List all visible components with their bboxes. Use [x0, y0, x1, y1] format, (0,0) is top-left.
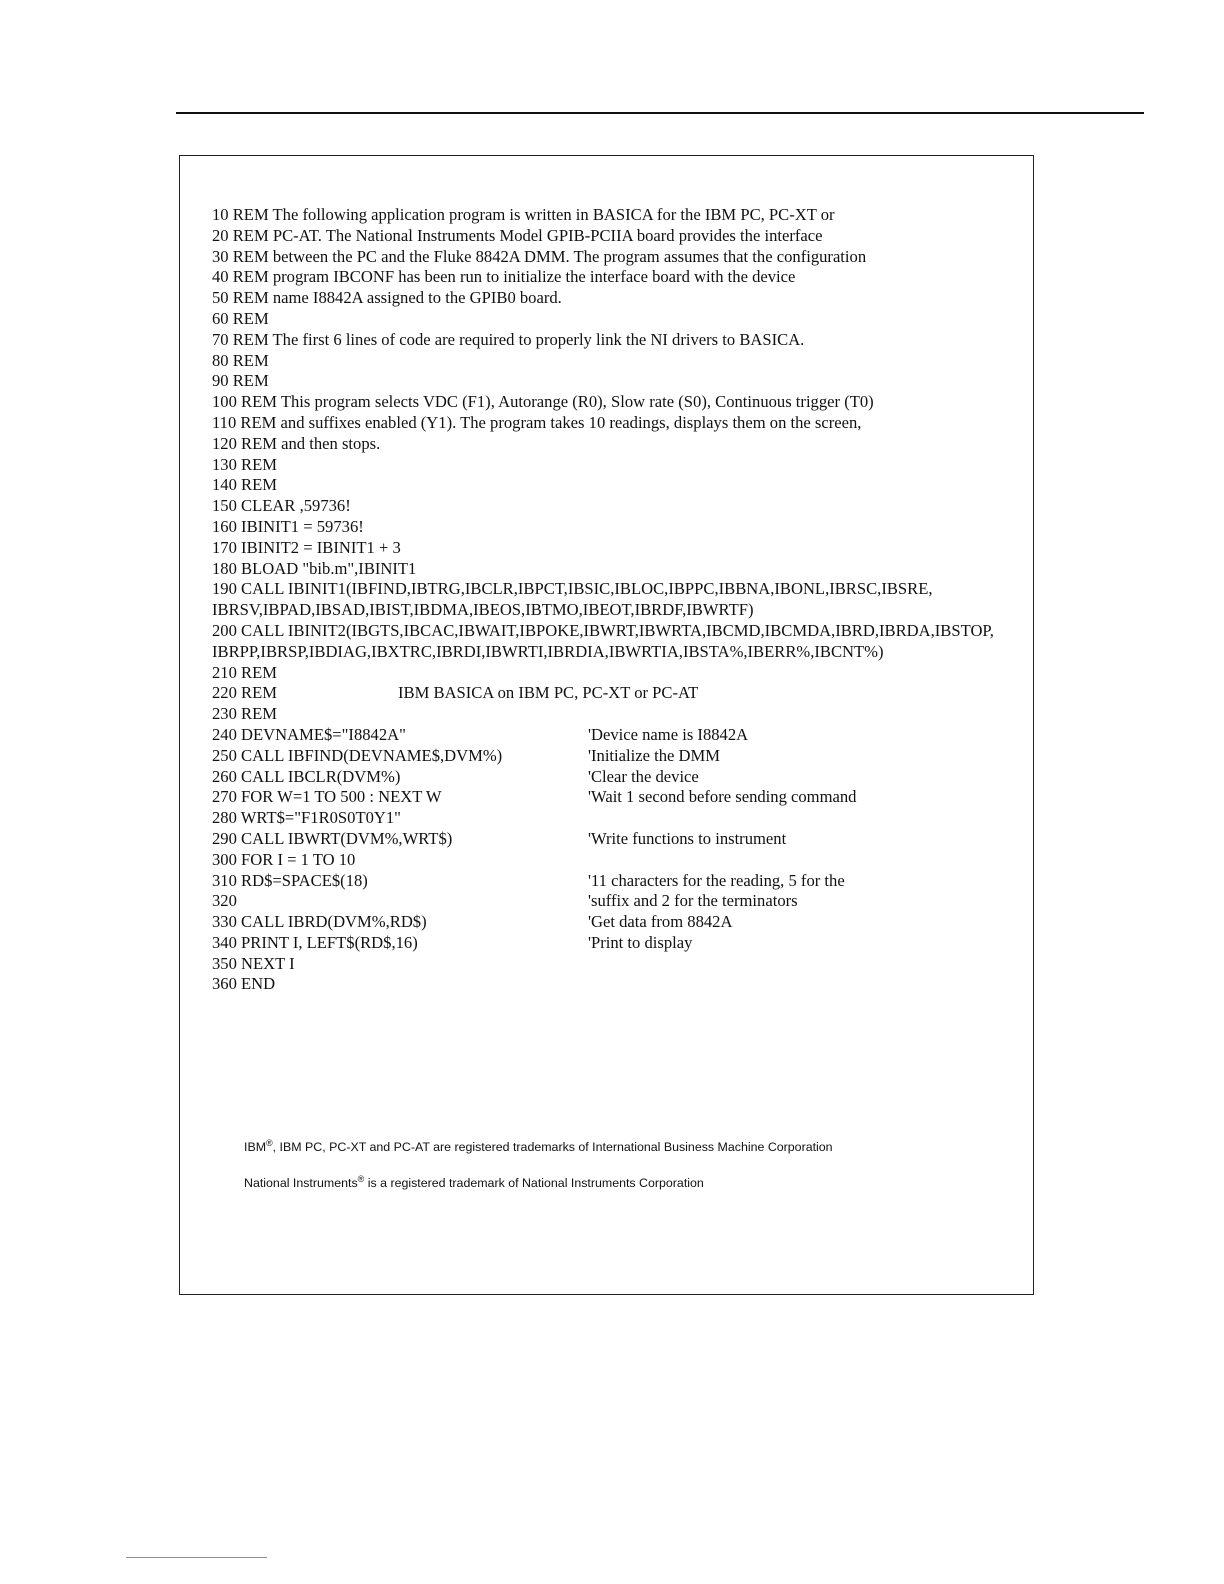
code-line	[212, 974, 1022, 995]
code-line	[212, 205, 1022, 226]
code-line-text: 170 IBINIT2 = IBINIT1 + 3	[212, 537, 401, 557]
code-line	[212, 434, 1022, 455]
code-line	[212, 933, 1022, 954]
code-line-text: 130 REM	[212, 454, 277, 474]
code-line-text: 190 CALL IBINIT1(IBFIND,IBTRG,IBCLR,IBPCT,IBSIC,IBLOC,IBPPC,IBBNA,IBONL,IBRSC,IBSRE,	[212, 579, 933, 599]
code-line	[212, 725, 1022, 746]
basica-program-listing	[212, 205, 1022, 995]
code-line-text: 300 FOR I = 1 TO 10	[212, 849, 356, 869]
code-line-text: 50 REM name I8842A assigned to the GPIB0 board.	[212, 288, 562, 308]
code-line-text: 290 CALL IBWRT(DVM%,WRT$)	[212, 828, 453, 848]
code-line	[212, 267, 1022, 288]
code-line-text: 280 WRT$="F1R0S0T0Y1"	[212, 808, 401, 828]
code-line	[212, 767, 1022, 788]
code-line-text: 140 REM	[212, 475, 277, 495]
code-comment: 'Initialize the DMM	[588, 745, 721, 765]
code-line	[212, 954, 1022, 975]
listing-title: IBM BASICA on IBM PC, PC-XT or PC-AT	[398, 683, 699, 703]
trademark-note-ni: National Instruments® is a registered trademark of National Instruments Corporation	[244, 1174, 704, 1190]
code-line-text: 250 CALL IBFIND(DEVNAME$,DVM%)	[212, 745, 503, 765]
code-line-text: 160 IBINIT1 = 59736!	[212, 516, 364, 536]
code-line-text: 120 REM and then stops.	[212, 433, 381, 453]
code-line-text: 330 CALL IBRD(DVM%,RD$)	[212, 912, 427, 932]
code-line	[212, 808, 1022, 829]
code-line	[212, 850, 1022, 871]
code-comment: 'Wait 1 second before sending command	[588, 787, 857, 807]
code-line-text: 90 REM	[212, 371, 269, 391]
code-line	[212, 787, 1022, 808]
code-line-text: 230 REM	[212, 704, 277, 724]
code-comment: 'Clear the device	[588, 766, 699, 786]
code-line-text: 150 CLEAR ,59736!	[212, 496, 351, 516]
code-comment: 'Write functions to instrument	[588, 828, 787, 848]
code-line-text: 20 REM PC-AT. The National Instruments Model GPIB-PCIIA board provides the interface	[212, 225, 823, 245]
code-line-text: 240 DEVNAME$="I8842A"	[212, 724, 406, 744]
code-line	[212, 330, 1022, 351]
registered-mark: ®	[357, 1174, 365, 1184]
code-line-text: 110 REM and suffixes enabled (Y1). The program takes 10 readings, displays them on the screen,	[212, 412, 862, 432]
code-line	[212, 413, 1022, 434]
code-line	[212, 912, 1022, 933]
code-line	[212, 746, 1022, 767]
registered-mark: ®	[266, 1138, 273, 1148]
code-line	[212, 621, 1022, 642]
code-line-text: 320	[212, 891, 237, 911]
code-line-text: 350 NEXT I	[212, 953, 295, 973]
code-line-text: 360 END	[212, 974, 276, 994]
code-line-text: 30 REM between the PC and the Fluke 8842A DMM. The program assumes that the configuration	[212, 246, 867, 266]
code-line	[212, 475, 1022, 496]
program-listing-box	[179, 155, 1034, 1295]
trademark-note-ibm: IBM®, IBM PC, PC-XT and PC-AT are registered trademarks of International Business Machine Corporation	[244, 1138, 833, 1154]
code-line	[212, 288, 1022, 309]
code-line	[212, 351, 1022, 372]
code-line	[212, 600, 1022, 621]
code-line	[212, 226, 1022, 247]
code-comment: 'Device name is I8842A	[588, 724, 749, 744]
code-line-text: 200 CALL IBINIT2(IBGTS,IBCAC,IBWAIT,IBPOKE,IBWRT,IBWRTA,IBCMD,IBCMDA,IBRD,IBRDA,IBSTOP,	[212, 620, 994, 640]
code-line	[212, 247, 1022, 268]
code-line	[212, 871, 1022, 892]
code-comment: 'Print to display	[588, 932, 693, 952]
code-comment: 'suffix and 2 for the terminators	[588, 891, 798, 911]
code-line	[212, 829, 1022, 850]
code-line	[212, 517, 1022, 538]
code-line-text: 60 REM	[212, 308, 269, 328]
code-line	[212, 392, 1022, 413]
code-line	[212, 642, 1022, 663]
code-line	[212, 579, 1022, 600]
code-comment: '11 characters for the reading, 5 for the	[588, 870, 845, 890]
code-line	[212, 455, 1022, 476]
header-rule	[176, 112, 1144, 114]
code-line	[212, 559, 1022, 580]
code-line-text: 180 BLOAD "bib.m",IBINIT1	[212, 558, 417, 578]
code-line-text: 80 REM	[212, 350, 269, 370]
code-line	[212, 704, 1022, 725]
code-line	[212, 309, 1022, 330]
code-line-text: 220 REM	[212, 683, 277, 703]
code-line-text: IBRSV,IBPAD,IBSAD,IBIST,IBDMA,IBEOS,IBTMO,IBEOT,IBRDF,IBWRTF)	[212, 600, 754, 620]
code-line-text: 310 RD$=SPACE$(18)	[212, 870, 368, 890]
footer-link-underline	[126, 1557, 267, 1558]
code-line-text: 210 REM	[212, 662, 277, 682]
code-line	[212, 663, 1022, 684]
code-line	[212, 496, 1022, 517]
code-line-text: 40 REM program IBCONF has been run to initialize the interface board with the device	[212, 267, 796, 287]
code-comment: 'Get data from 8842A	[588, 912, 733, 932]
code-line-text: IBRPP,IBRSP,IBDIAG,IBXTRC,IBRDI,IBWRTI,IBRDIA,IBWRTIA,IBSTA%,IBERR%,IBCNT%)	[212, 641, 884, 661]
code-line-text: 10 REM The following application program is written in BASICA for the IBM PC, PC-XT or	[212, 205, 835, 224]
code-line-text: 270 FOR W=1 TO 500 : NEXT W	[212, 787, 442, 807]
code-line	[212, 371, 1022, 392]
code-line-text: 340 PRINT I, LEFT$(RD$,16)	[212, 932, 418, 952]
code-line	[212, 891, 1022, 912]
code-line	[212, 538, 1022, 559]
code-line	[212, 683, 1022, 704]
code-line-text: 260 CALL IBCLR(DVM%)	[212, 766, 401, 786]
code-line-text: 100 REM This program selects VDC (F1), Autorange (R0), Slow rate (S0), Continuous trigger (T0)	[212, 392, 874, 412]
code-line-text: 70 REM The first 6 lines of code are required to properly link the NI drivers to BASICA.	[212, 329, 805, 349]
